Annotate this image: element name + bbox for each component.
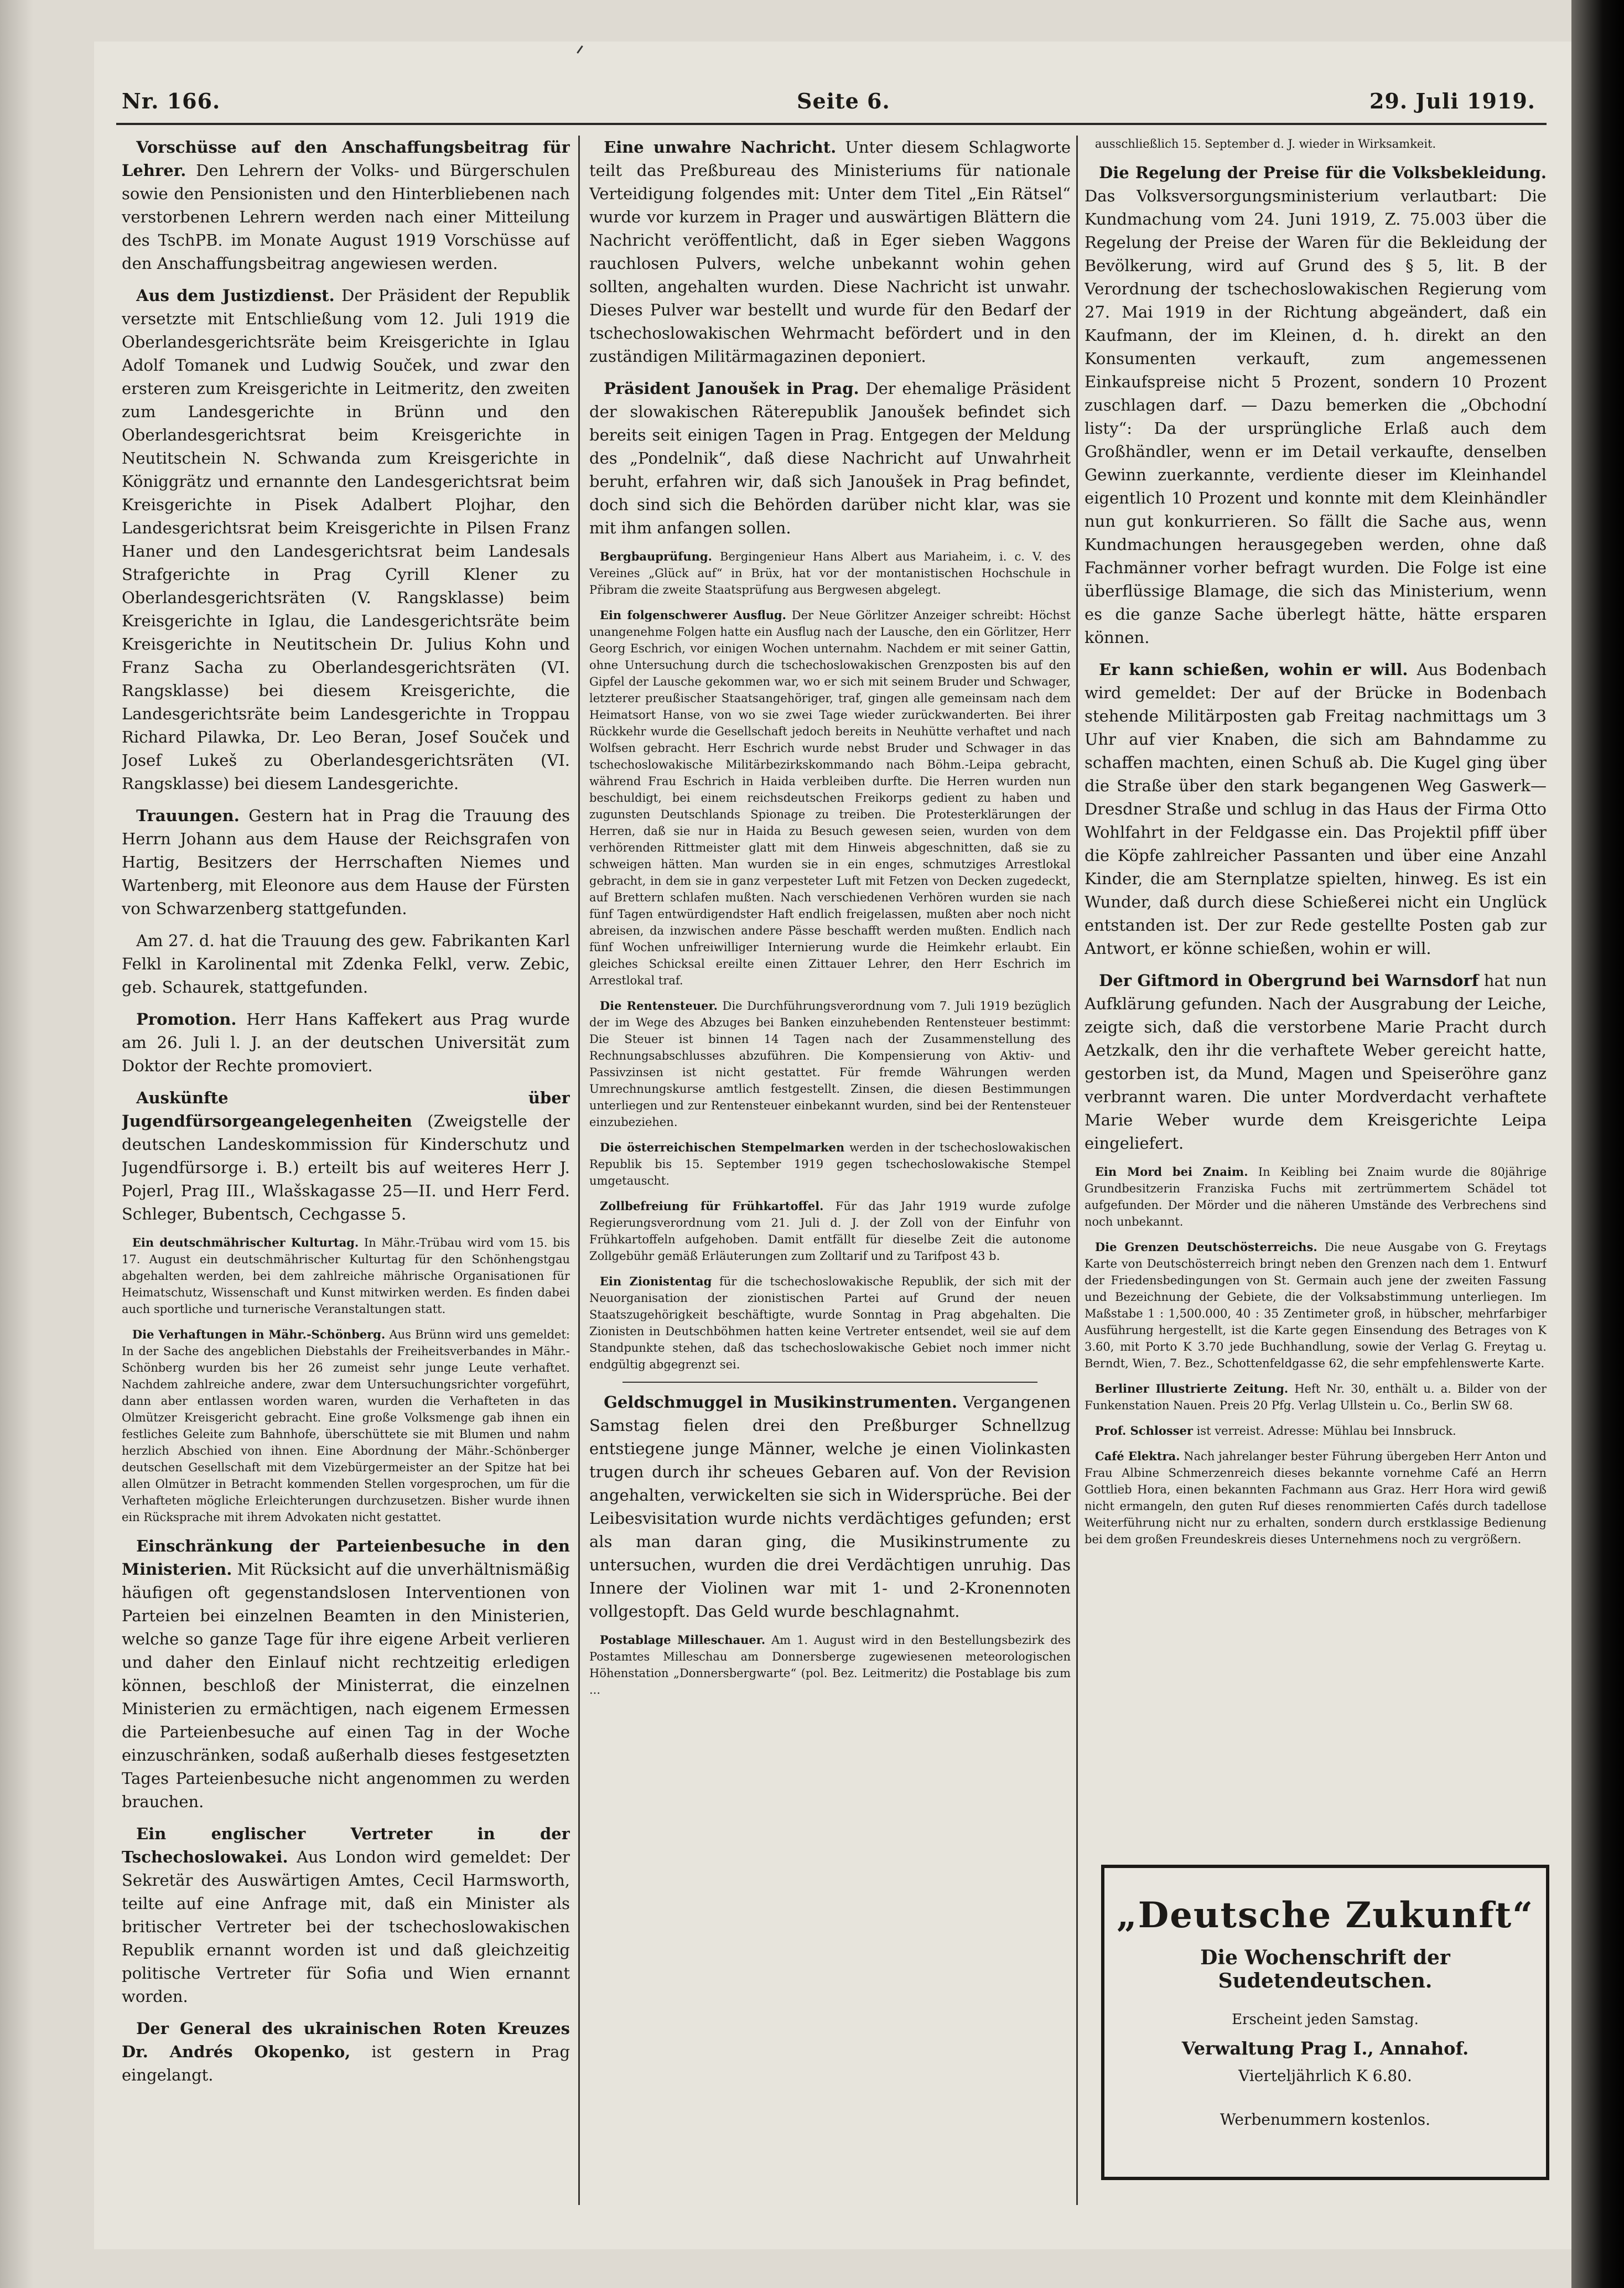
page-number: Seite 6. — [797, 89, 890, 113]
article-paragraph — [589, 607, 1071, 989]
article-headline: Präsident Janoušek in Prag. — [604, 379, 859, 398]
article-paragraph — [589, 1273, 1071, 1373]
article-paragraph — [122, 929, 570, 999]
article-paragraph — [122, 1008, 570, 1077]
article-text: Mit Rücksicht auf die unverhältnismäßig häufigen oft gegenstandslosen Interventionen von Parteien bei einzelnen Beamten in den Ministerien, welche so ganze Tage für ihre eigene Arbeit verlieren und daher den Einlauf nicht rechtzeitig erledigen können, beschloß der Ministerrat, die einzelnen Ministerien zu ermächtigen, nach eigenem Ermessen die Parteienbesuche auf einen Tag in der Woche einzuschränken, sodaß außerhalb dieses festgesetzten Tages Parteienbesuche nicht angenommen zu werden brauchen. — [122, 1560, 570, 1811]
article-text: Aus Brünn wird uns gemeldet: In der Sache des angeblichen Diebstahls der Freiheitsverbandes in Mähr.-Schönberg wurden bis her 26 zumeist sehr junge Leute verhaftet. Nachdem zahlreiche andere, zwar dem Untersuchungsrichter vorgeführt, dann aber entlassen worden waren, wurden die Verhafteten in das Olmützer Kreisgericht gebracht. Eine große Volksmenge gab ihnen ein festliches Geleite zum Bahnhofe, überschüttete sie mit Blumen und nahm herzlich Abschied von ihnen. Eine Abordnung der Mähr.-Schönberger deutschen Gesellschaft mit dem Vizebürgermeister an der Spitze hat bei allen Olmützer in Betracht kommenden Stellen vorgesprochen, um für die Verhafteten mögliche Erleichterungen durchzusetzen. Bisher wurde ihnen ein Rücksprache mit ihrem Advokaten nicht gestattet. — [122, 1328, 570, 1524]
article-headline: Er kann schießen, wohin er will. — [1099, 660, 1408, 679]
article-headline: Zollbefreiung für Frühkartoffel. — [599, 1199, 824, 1213]
article-headline: Postablage Milleschauer. — [599, 1633, 766, 1647]
article-text: hat nun Aufklärung gefunden. Nach der Ausgrabung der Leiche, zeigte sich, daß die verstorbene Marie Pracht durch Aetzkalk, den ihr die verhaftete Weber gereicht hatte, gestorben ist, da Mund, Magen und Speiseröhre ganz verbrannt waren. Die unter Mordverdacht verhaftete Marie Weber wurde dem Kreisgerichte Leipa eingeliefert. — [1085, 971, 1547, 1153]
article-headline: Ein deutschmährischer Kulturtag. — [132, 1236, 359, 1249]
article-paragraph — [589, 548, 1071, 598]
article-headline: Ein Zionistentag — [599, 1274, 712, 1288]
article-paragraph — [1085, 1448, 1547, 1548]
issue-number: Nr. 166. — [122, 89, 221, 113]
ad-title: „Deutsche Zukunft“ — [1116, 1895, 1534, 1936]
article-paragraph — [589, 1139, 1071, 1189]
ad-price: Vierteljährlich K 6.80. — [1238, 2067, 1412, 2085]
article-paragraph — [122, 136, 570, 275]
article-paragraph — [589, 1198, 1071, 1264]
article-text: Die Durchführungsverordnung vom 7. Juli 1919 bezüglich der im Wege des Abzuges bei Banken einzuhebenden Rentensteuer bestimmt: Die Steuer ist binnen 14 Tagen nach der Zusammenstellung des Rechnungsabschlusses abzuführen. Die Kompensierung von Aktiv- und Passivzinsen ist nicht gestattet. Für fremde Währungen werden Umrechnungskurse amtlich festgestellt. Zinsen, die diesen Bestimmungen unterliegen und zur Rentensteuer einbekannt wurden, sind bei der Rentensteuer einzubeziehen. — [589, 999, 1071, 1129]
article-headline: Die österreichischen Stempelmarken — [599, 1140, 845, 1154]
article-text: Gestern hat in Prag die Trauung des Herrn Johann aus dem Hause der Reichsgrafen von Hartig, Besitzers der Herrschaften Niemes und Wartenberg, mit Eleonore aus dem Hause der Fürsten von Schwarzenberg stattgefunden. — [122, 806, 570, 918]
article-paragraph — [1085, 1239, 1547, 1372]
article-text: Das Volksversorgungsministerium verlautbart: Die Kundmachung vom 24. Juni 1919, Z. 75.003 über die Regelung der Preise der Waren für die Bekleidung der Bevölkerung, wird auf Grund des § 5, lit. B der Verordnung der tschechoslowakischen Regierung vom 27. Mai 1919 in der Richtung abgeändert, daß ein Kaufmann, der im Kleinen, d. h. direkt an den Konsumenten verkauft, zum angemessenen Einkaufspreise nicht 5 Prozent, sondern 10 Prozent zuschlagen darf. — Dazu bemerken die „Obchodní listy“: Da der ursprüngliche Erlaß auch dem Großhändler, wenn er im Detail verkaufte, denselben Gewinn zuerkannte, verdiente dieser im Kleinhandel eigentlich 10 Prozent und konnte mit dem Kleinhändler nun gut konkurrieren. So fällt die Sache aus, wenn Kundmachungen herausgegeben werden, ohne daß Fachmänner vorher befragt wurden. Die Folge ist eine überflüssige Blamage, die sich das Ministerium, wenn es die ganze Sache überlegt hätte, hätte ersparen können. — [1085, 186, 1547, 647]
article-headline: Die Rentensteuer. — [599, 999, 718, 1013]
article-headline: Promotion. — [136, 1010, 237, 1029]
article-text: Aus London wird gemeldet: Der Sekretär des Auswärtigen Amtes, Cecil Harmsworth, teilte auf eine Anfrage mit, daß ein Minister als britischer Vertreter bei der tschechoslowakischen Republik ernannt worden ist und daß gleichzeitig politische Vertreter für Sofia und Wien ernannt worden. — [122, 1848, 570, 2006]
article-text: Heft Nr. 30, enthält u. a. Bilder von der Funkenstation Nauen. Preis 20 Pfg. Verlag Ullstein u. Co., Berlin SW 68. — [1085, 1382, 1547, 1412]
ad-subtitle: Die Wochenschrift der Sudetendeutschen. — [1200, 1946, 1450, 1993]
article-text: ist verreist. Adresse: Mühlau bei Innsbruck. — [1196, 1424, 1456, 1438]
article-text: Der Präsident der Republik versetzte mit Entschließung vom 12. Juli 1919 die Oberlandesgerichtsräte beim Kreisgerichte in Iglau Adolf Tomanek und Ludwig Souček, und zwar den ersteren zum Kreisgerichte in Leitmeritz, den zweiten zum Landesgerichte in Brünn und den Oberlandesgerichtsrat beim Kreisgerichte in Neutitschein N. Schwanda zum Kreisgerichte in Königgrätz und ernannte den Landesgerichtsrat beim Kreisgerichte in Pisek Adalbert Plojhar, den Landesgerichtsrat beim Kreisgerichte in Pilsen Franz Haner und den Landesgerichtsrat beim Landesals Strafgerichte in Prag Cyrill Klener zu Oberlandesgerichtsräten (V. Rangsklasse) beim Kreisgerichte in Iglau, die Landesgerichtsräte beim Kreisgerichte in Neutitschein Dr. Julius Kohn und Franz Sacha zu Oberlandesgerichtsräten (VI. Rangsklasse) bei diesem Kreisgerichte, die Landesgerichtsräte beim Landesgerichte in Troppau Richard Pilawka, Dr. Leo Beran, Josef Souček und Josef Lukeš zu Oberlandesgerichtsräten (VI. Rangsklasse) bei diesem Landesgerichte. — [122, 286, 570, 793]
article-paragraph — [589, 998, 1071, 1130]
article-paragraph — [1085, 1423, 1547, 1439]
advertisement-box — [1101, 1865, 1549, 2180]
article-text: Der ehemalige Präsident der slowakischen Räterepublik Janoušek befindet sich bereits seit einigen Tagen in Prag. Entgegen der Meldung des „Pondelnik“, daß diese Nachricht auf Unwahrheit beruht, erfahren wir, daß sich Janoušek in Prag befindet, doch sind sich die Behörden darüber nicht klar, was sie mit ihm anfangen sollen. — [589, 379, 1071, 537]
article-paragraph — [122, 804, 570, 920]
article-paragraph — [1085, 136, 1547, 152]
article-headline: Berliner Illustrierte Zeitung. — [1094, 1382, 1289, 1395]
article-text: In Keibling bei Znaim wurde die 80jährige Grundbesitzerin Franziska Fuchs mit zertrümmertem Schädel tot aufgefunden. Der Mörder und die näheren Umstände des Verbrechens sind noch unbekannt. — [1085, 1165, 1547, 1228]
article-text: Der Neue Görlitzer Anzeiger schreibt: Höchst unangenehme Folgen hatte ein Ausflug nach der Lausche, den ein Görlitzer, Herr Georg Eschrich, vor einigen Wochen unternahm. Nachdem er mit seiner Gattin, ohne Untersuchung durch die tschechoslowakischen Grenzposten bis auf den Gipfel der Lausche gekommen war, wo er sich mit seinem Bruder und Schwager, letzterer preußischer Staatsangehöriger, traf, gingen alle gemeinsam nach dem Heimatsort Hanse, von wo sie zwei Tage wieder zurückwanderten. Bei ihrer Rückkehr wurde die Gesellschaft jedoch bereits in Neuhütte verhaftet und nach Wolfsen gebracht. Herr Eschrich wurde nebst Bruder und Schwager in das tschechoslowakische Militärbezirkskommando nach Böhm.-Leipa gebracht, während Frau Eschrich in Haida verbleiben durfte. Die Herren wurden nun beschuldigt, bei einem reichsdeutschen Freikorps gedient zu haben und zugunsten Deutschlands Spionage zu treiben. Die Protesterklärungen der Herren, daß sie nur in Haida zu Besuch gewesen seien, wurden von dem verhörenden Rittmeister glatt mit dem Hinweis abgeschnitten, daß sie zu schweigen hätten. Man wurden sie in ein enges, schmutziges Arrestlokal gebracht, in dem sie in ganz verpesteter Luft mit Fetzen von Decken zugedeckt, auf Brettern schlafen mußten. Nach verschiedenen Verhören wurden sie nach fünf Tagen entwürdigendster Haft endlich freigelassen, mußten aber noch nicht abreisen, da inzwischen andere Pässe beschafft werden mußten. Endlich nach fünf Wochen unfreiwilliger Internierung wurde die Heimkehr erlaubt. Ein gleiches Schicksal ereilte einen Zittauer Lehrer, den Herr Eschrich im Arrestlokal traf. — [589, 609, 1071, 987]
article-headline: Der General des ukrainischen Roten Kreuzes Dr. Andrés Okopenko, — [122, 2019, 570, 2061]
article-text: Die neue Ausgabe von G. Freytags Karte von Deutschösterreich bringt neben den Grenzen nach dem 1. Entwurf der Friedensbedingungen von St. Germain auch jene der zweiten Fassung und Bezeichnung der Gebiete, die der Volksabstimmung unterliegen. Im Maßstabe 1 : 1,500.000, 40 : 35 Zentimeter groß, in hübscher, mehrfarbiger Ausführung hergestellt, ist die Karte gegen Einsendung des Betrages von K 3.60, mit Porto K 3.70 jede Buchhandlung, sowie der Verlag G. Freytag u. Berndt, Wien, 7. Bez., Schottenfeldgasse 62, die sehr empfehlenswerte Karte. — [1085, 1241, 1547, 1370]
ad-issue-schedule: Erscheint jeden Samstag. — [1232, 2011, 1419, 2028]
article-paragraph — [122, 1326, 570, 1526]
ad-samples: Werbenummern kostenlos. — [1220, 2110, 1431, 2129]
article-paragraph — [122, 1234, 570, 1317]
article-paragraph — [1085, 658, 1547, 960]
article-headline: Geldschmuggel in Musikinstrumenten. — [604, 1393, 958, 1412]
article-headline: Die Grenzen Deutschösterreichs. — [1094, 1240, 1317, 1254]
column-rule-2 — [1076, 136, 1078, 2205]
article-text: Für das Jahr 1919 wurde zufolge Regierungsverordnung vom 21. Juli d. J. der Zoll von der Einfuhr von Frühkartoffeln aufgehoben. Damit entfällt für dieselbe Zeit die autonome Zollgebühr gemäß Erläuterungen zum Zolltarif und zu Tarifpost 43 b. — [589, 1200, 1071, 1263]
article-paragraph — [1085, 1381, 1547, 1414]
column-1 — [122, 136, 570, 2205]
article-paragraph — [589, 1391, 1071, 1623]
article-text: ist gestern in Prag eingelangt. — [122, 2042, 570, 2084]
article-separator — [622, 1382, 1037, 1383]
article-text: (Zweigstelle der deutschen Landeskommission für Kinderschutz und Jugendfürsorge i. B.) erteilt bis auf weiteres Herr J. Pojerl, Prag III., Wlašskagasse 25—II. und Herr Ferd. Schleger, Bubentsch, Cechgasse 5. — [122, 1112, 570, 1223]
article-headline: Ein Mord bei Znaim. — [1094, 1165, 1248, 1179]
article-text: Vergangenen Samstag fielen drei den Preßburger Schnellzug entstiegene junge Männer, welche je einen Violinkasten trugen durch ihr scheues Gebaren auf. Von der Revision angehalten, verwickelten sie sich in Widersprüche. Bei der Leibesvisitation wurde nichts verdächtiges gefunden; erst als man daran ging, die Musikinstrumente zu untersuchen, wurden die drei Verdächtigen unruhig. Das Innere der Violinen war mit 1- und 2-Kronennoten vollgestopft. Das Geld wurde beschlagnahmt. — [589, 1393, 1071, 1621]
issue-date: 29. Juli 1919. — [1369, 89, 1535, 113]
article-text: Am 27. d. hat die Trauung des gew. Fabrikanten Karl Felkl in Karolinental mit Zdenka Felkl, verw. Zebic, geb. Schaurek, stattgefunden. — [122, 931, 570, 997]
article-headline: Einschränkung der Parteienbesuche in den Ministerien. — [122, 1537, 570, 1579]
article-headline: Der Giftmord in Obergrund bei Warnsdorf — [1099, 971, 1479, 990]
article-headline: Vorschüsse auf den Anschaffungsbeitrag für Lehrer. — [122, 138, 570, 180]
article-paragraph — [122, 284, 570, 795]
article-paragraph — [589, 1632, 1071, 1698]
header-rule — [116, 123, 1547, 125]
article-headline: Die Verhaftungen in Mähr.-Schönberg. — [132, 1327, 386, 1341]
article-headline: Café Elektra. — [1094, 1449, 1180, 1463]
article-text: In Mähr.-Trübau wird vom 15. bis 17. August ein deutschmährischer Kulturtag für den Schönhengstgau abgehalten werden, bei dem zahlreiche mährische Organisationen für Heimatschutz, Wissenschaft und Kunst mitwirken werden. Es finden dabei auch sportliche und turnerische Veranstaltungen statt. — [122, 1236, 570, 1316]
article-headline: Auskünfte über Jugendfürsorgeangelegenheiten — [122, 1088, 570, 1130]
column-3 — [1085, 136, 1547, 1840]
article-paragraph — [122, 1086, 570, 1226]
article-headline: Trauungen. — [136, 806, 240, 825]
article-text: Herr Hans Kaffekert aus Prag wurde am 26. Juli l. J. an der deutschen Universität zum Doktor der Rechte promoviert. — [122, 1010, 570, 1075]
article-text: ausschließlich 15. September d. J. wieder in Wirksamkeit. — [1094, 137, 1436, 151]
article-paragraph — [122, 2017, 570, 2087]
article-text: Nach jahrelanger bester Führung übergeben Herr Anton und Frau Albine Schmerzenreich dieses bekannte vornehme Café an Herrn Gottlieb Hora, einen bekannten Fachmann aus Graz. Herr Hora wird gewiß nicht ermangeln, den guten Ruf dieses renommierten Cafés durch tadellose Weiterführung nicht nur zu erhalten, sondern durch erstklassige Bedienung bei dem großen Freundeskreis dieses Unternehmens noch zu vergrößern. — [1085, 1450, 1547, 1546]
scan-right-edge — [1571, 0, 1624, 2288]
article-headline: Aus dem Justizdienst. — [136, 286, 335, 305]
article-headline: Eine unwahre Nachricht. — [604, 138, 837, 157]
article-text: für die tschechoslowakische Republik, der sich mit der Neuorganisation der zionistischen Partei auf Grund der neuen Staatszugehörigkeit beschäftigte, wurde Sonntag in Prag abgehalten. Die Zionisten in Deutschböhmen hatten keine Vertreter entsendet, weil sie auf dem Standpunkte stehen, daß das tschechoslowakische Gebiet noch immer nicht endgültig abgegrenzt sei. — [589, 1275, 1071, 1371]
article-text: Am 1. August wird in den Bestellungsbezirk des Postamtes Milleschau am Donnersberge zugewiesenen meteorologischen Höhenstation „Donnersbergwarte“ (pol. Bez. Leitmeritz) die Postablage bis zum ... — [589, 1633, 1071, 1696]
article-paragraph — [1085, 161, 1547, 649]
column-rule-1 — [578, 136, 580, 2205]
article-text: Unter diesem Schlagworte teilt das Preßbureau des Ministeriums für nationale Verteidigung folgendes mit: Unter dem Titel „Ein Rätsel“ wurde vor kurzem in Prager und auswärtigen Blättern die Nachricht veröffentlicht, daß in Eger sieben Waggons rauchlosen Pulvers, welche unbekannt wohin gehen sollten, angehalten wurden. Diese Nachricht ist unwahr. Dieses Pulver war bestellt und wurde für den Bedarf der tschechoslowakischen Wehrmacht befördert und in den zuständigen Militärmagazinen deponiert. — [589, 138, 1071, 366]
article-headline: Ein folgenschwerer Ausflug. — [599, 608, 786, 622]
article-paragraph — [1085, 1164, 1547, 1230]
article-paragraph — [122, 1822, 570, 2008]
article-paragraph — [589, 377, 1071, 539]
article-text: Aus Bodenbach wird gemeldet: Der auf der Brücke in Bodenbach stehende Militärposten gab Freitag nachmittags um 3 Uhr auf vier Knaben, die sich am Bahndamme zu schaffen machten, einen Schuß ab. Die Kugel ging über die Straße über den stark begangenen Weg Gaswerk—Dresdner Straße und schlug in das Haus der Firma Otto Wohlfahrt in der Feldgasse ein. Das Projektil pfiff über die Köpfe zahlreicher Passanten und über eine Anzahl Kinder, die am Sternplatze spielten, hinweg. Es ist ein Wunder, daß durch diese Schießerei nicht ein Unglück entstanden ist. Der zur Rede gestellte Posten gab zur Antwort, er könne schießen, wohin er will. — [1085, 660, 1547, 958]
article-headline: Die Regelung der Preise für die Volksbekleidung. — [1099, 163, 1547, 182]
article-paragraph — [589, 136, 1071, 368]
article-paragraph — [1085, 969, 1547, 1155]
article-text: Bergingenieur Hans Albert aus Mariaheim, i. c. V. des Vereines „Glück auf“ in Brüx, hat vor der montanistischen Hochschule in Přibram die zweite Staatsprüfung aus Bergwesen abgelegt. — [589, 550, 1071, 596]
article-text: werden in der tschechoslowakischen Republik bis 15. September 1919 gegen tschechoslowakische Stempel umgetauscht. — [589, 1141, 1071, 1187]
scan-left-margin — [0, 0, 33, 2288]
ad-publisher: Verwaltung Prag I., Annahof. — [1181, 2038, 1469, 2059]
article-paragraph — [122, 1534, 570, 1813]
article-headline: Prof. Schlosser — [1094, 1424, 1193, 1438]
article-headline: Ein englischer Vertreter in der Tschechoslowakei. — [122, 1824, 570, 1866]
column-2 — [589, 136, 1071, 2205]
article-headline: Bergbauprüfung. — [599, 549, 712, 563]
article-text: Den Lehrern der Volks- und Bürgerschulen sowie den Pensionisten und den Hinterbliebenen nach verstorbenen Lehrern werden nach einer Mitteilung des TschPB. im Monate August 1919 Vorschüsse auf den Anschaffungsbeitrag angewiesen werden. — [122, 161, 570, 273]
